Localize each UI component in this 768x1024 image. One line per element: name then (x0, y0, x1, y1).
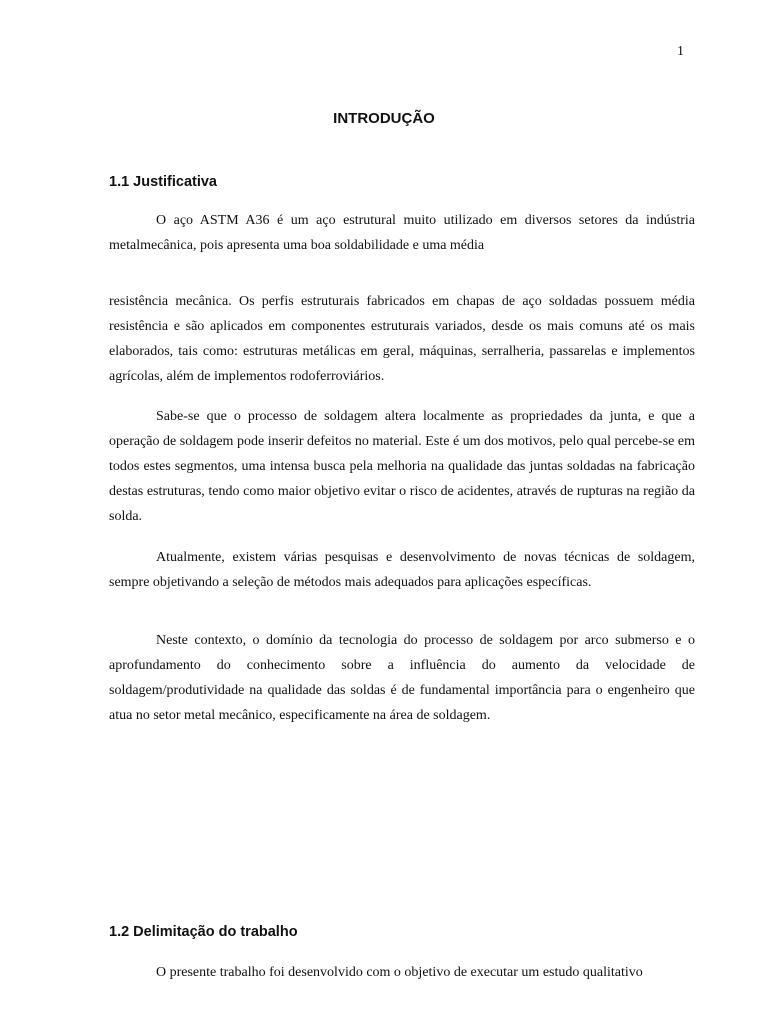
page-title: INTRODUÇÃO (333, 110, 435, 127)
section-heading-justificativa: 1.1 Justificativa (109, 174, 217, 190)
paragraph-1-part-b: resistência mecânica. Os perfis estruturais fabricados em chapas de aço soldadas possuem média resistência e são aplicados em componentes estruturais variados, desde os mais comuns até os mais elaborados, tais como: estruturas metálicas em geral, máquinas, serralheria, passarelas e implementos agrícolas, além de implementos rodoferroviários. (109, 294, 695, 384)
paragraph-4: Neste contexto, o domínio da tecnologia do processo de soldagem por arco submerso e o aprofundamento do conhecimento sobre a influência do aumento da velocidade de soldagem/produtividade na qualidade das soldas é de fundamental importância para o engenheiro que atua no setor metal mecânico, especificamente na área de soldagem. (109, 633, 695, 723)
paragraph-2: Sabe-se que o processo de soldagem altera localmente as propriedades da junta, e que a operação de soldagem pode inserir defeitos no material. Este é um dos motivos, pelo qual percebe-se em todos estes segmentos, uma intensa busca pela melhoria na qualidade das juntas soldadas na fabricação destas estruturas, tendo como maior objetivo evitar o risco de acidentes, através de rupturas na região da solda. (109, 409, 695, 524)
paragraph-1-part-a: O aço ASTM A36 é um aço estrutural muito utilizado em diversos setores da indústria metalmecânica, pois apresenta uma boa soldabilidade e uma média (109, 213, 695, 253)
section-heading-delimitacao: 1.2 Delimitação do trabalho (109, 924, 298, 940)
page-number: 1 (677, 44, 684, 59)
paragraph-3: Atualmente, existem várias pesquisas e desenvolvimento de novas técnicas de soldagem, sempre objetivando a seleção de métodos mais adequados para aplicações específicas. (109, 550, 695, 590)
paragraph-5: O presente trabalho foi desenvolvido com o objetivo de executar um estudo qualitativo (156, 965, 643, 980)
